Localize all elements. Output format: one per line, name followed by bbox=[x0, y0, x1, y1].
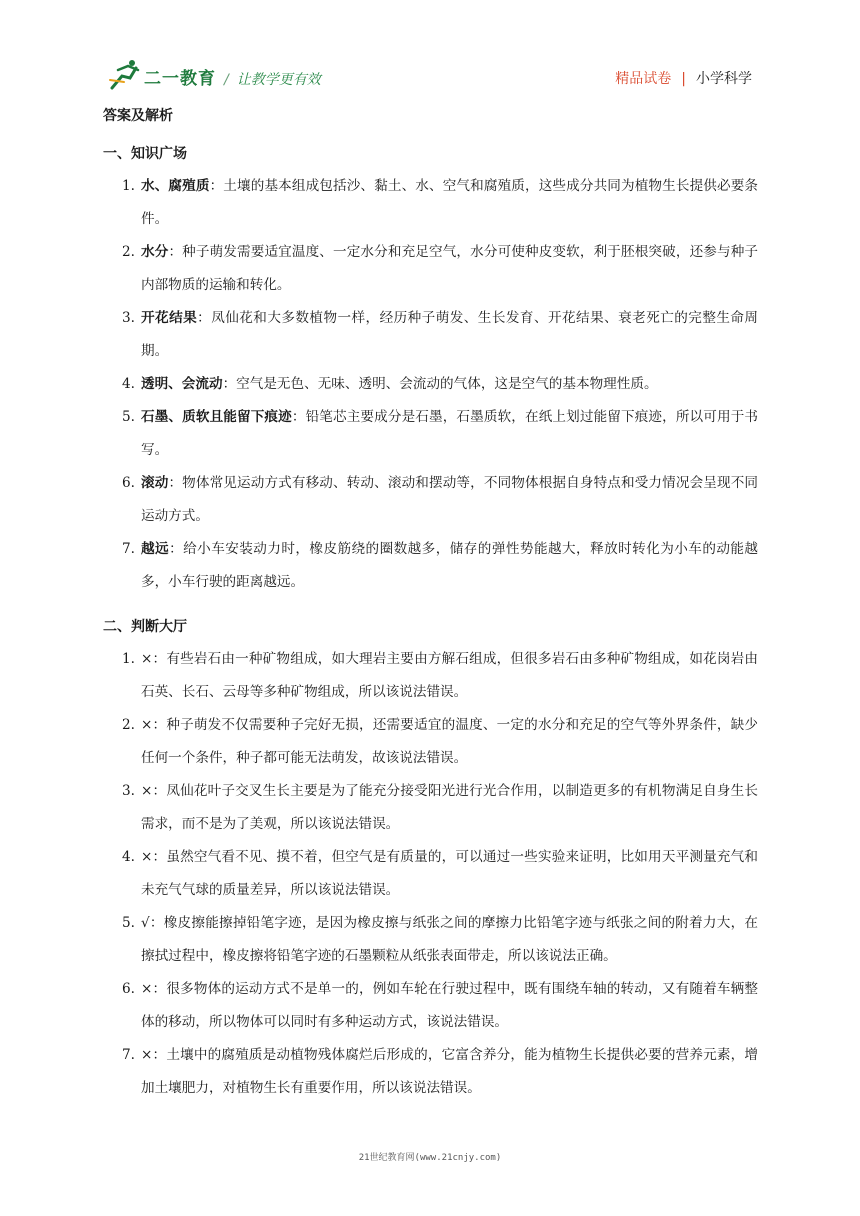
list-item bbox=[103, 973, 758, 1039]
item-number: 2. bbox=[122, 244, 135, 260]
document-body bbox=[103, 102, 758, 1105]
answer-term: 开花结果 bbox=[141, 310, 198, 326]
list-item bbox=[103, 368, 758, 401]
list-item bbox=[103, 841, 758, 907]
item-number: 7. bbox=[122, 1047, 135, 1063]
item-explanation: ×：很多物体的运动方式不是单一的，例如车轮在行驶过程中，既有围绕车轴的转动，又有随着车辆整体的移动，所以物体可以同时有多种运动方式，该说法错误。 bbox=[141, 981, 758, 1030]
term-separator: ： bbox=[291, 409, 306, 425]
answer-term: 滚动 bbox=[141, 475, 169, 491]
item-number: 4. bbox=[122, 376, 135, 392]
item-explanation: 铅笔芯主要成分是石墨，石墨质软，在纸上划过能留下痕迹，所以可用于书写。 bbox=[141, 409, 759, 458]
item-number: 3. bbox=[122, 783, 135, 799]
item-explanation: ×：虽然空气看不见、摸不着，但空气是有质量的，可以通过一些实验来证明，比如用天平测量充气和未充气气球的质量差异，所以该说法错误。 bbox=[141, 849, 758, 898]
item-explanation: 土壤的基本组成包括沙、黏土、水、空气和腐殖质，这些成分共同为植物生长提供必要条件。 bbox=[141, 178, 759, 227]
list-item bbox=[103, 236, 758, 302]
item-explanation: 空气是无色、无味、透明、会流动的气体，这是空气的基本物理性质。 bbox=[236, 376, 658, 392]
answer-term: 透明、会流动 bbox=[141, 376, 223, 392]
answer-term: 石墨、质软且能留下痕迹 bbox=[141, 409, 292, 425]
item-explanation: ×：有些岩石由一种矿物组成，如大理岩主要由方解石组成，但很多岩石由多种矿物组成，如花岗岩由石英、长石、云母等多种矿物组成，所以该说法错误。 bbox=[141, 651, 758, 700]
tag-subject: 小学科学 bbox=[696, 71, 752, 87]
term-separator: ： bbox=[222, 376, 237, 392]
term-separator: ： bbox=[197, 310, 212, 326]
list-item bbox=[103, 1039, 758, 1105]
item-explanation: ×：种子萌发不仅需要种子完好无损，还需要适宜的温度、一定的水分和充足的空气等外界条件，缺少任何一个条件，种子都可能无法萌发，故该说法错误。 bbox=[141, 717, 758, 766]
header-tags bbox=[615, 68, 752, 88]
tag-separator: | bbox=[681, 71, 686, 87]
item-number: 4. bbox=[122, 849, 135, 865]
list-item bbox=[103, 401, 758, 467]
section-heading: 二、判断大厅 bbox=[103, 619, 187, 635]
item-number: 3. bbox=[122, 310, 135, 326]
item-explanation: 种子萌发需要适宜温度、一定水分和充足空气，水分可使种皮变软，利于胚根突破，还参与种子内部物质的运输和转化。 bbox=[141, 244, 759, 293]
running-figure-icon bbox=[108, 58, 148, 92]
answer-term: 水分 bbox=[141, 244, 169, 260]
term-separator: ： bbox=[169, 541, 184, 557]
slogan-slash: / bbox=[224, 72, 229, 88]
page-title: 答案及解析 bbox=[103, 108, 173, 124]
answer-term: 水、腐殖质 bbox=[141, 178, 210, 194]
slogan-text: 让教学更有效 bbox=[236, 72, 321, 88]
term-separator: ： bbox=[168, 244, 183, 260]
list-item bbox=[103, 533, 758, 599]
item-number: 6. bbox=[122, 475, 135, 491]
list-item bbox=[103, 467, 758, 533]
item-number: 1. bbox=[122, 651, 135, 667]
list-item bbox=[103, 907, 758, 973]
list-item bbox=[103, 643, 758, 709]
logo bbox=[108, 58, 223, 92]
section-heading: 一、知识广场 bbox=[103, 146, 187, 162]
page-footer: 21世纪教育网(www.21cnjy.com) bbox=[358, 1153, 502, 1163]
item-explanation: √：橡皮擦能擦掉铅笔字迹，是因为橡皮擦与纸张之间的摩擦力比铅笔字迹与纸张之间的附着力大，在擦拭过程中，橡皮擦将铅笔字迹的石墨颗粒从纸张表面带走，所以该说法正确。 bbox=[141, 915, 758, 964]
answer-term: 越远 bbox=[141, 541, 170, 557]
item-number: 6. bbox=[122, 981, 135, 997]
item-number: 7. bbox=[122, 541, 135, 557]
item-number: 1. bbox=[122, 178, 135, 194]
slogan bbox=[224, 69, 321, 89]
item-number: 5. bbox=[122, 915, 135, 931]
page-header bbox=[0, 0, 860, 100]
logo-text: 二一教育 bbox=[144, 69, 216, 89]
item-number: 5. bbox=[122, 409, 135, 425]
sections-container bbox=[103, 144, 758, 1105]
list-item bbox=[103, 302, 758, 368]
term-separator: ： bbox=[168, 475, 183, 491]
list-item bbox=[103, 775, 758, 841]
list-item bbox=[103, 709, 758, 775]
item-explanation: 凤仙花和大多数植物一样，经历种子萌发、生长发育、开花结果、衰老死亡的完整生命周期。 bbox=[141, 310, 759, 359]
item-number: 2. bbox=[122, 717, 135, 733]
list-item bbox=[103, 170, 758, 236]
item-explanation: 物体常见运动方式有移动、转动、滚动和摆动等，不同物体根据自身特点和受力情况会呈现不同运动方式。 bbox=[141, 475, 759, 524]
term-separator: ： bbox=[209, 178, 224, 194]
item-explanation: ×：土壤中的腐殖质是动植物残体腐烂后形成的，它富含养分，能为植物生长提供必要的营养元素，增加土壤肥力，对植物生长有重要作用，所以该说法错误。 bbox=[141, 1047, 758, 1096]
item-explanation: 给小车安装动力时，橡皮筋绕的圈数越多，储存的弹性势能越大，释放时转化为小车的动能越多，小车行驶的距离越远。 bbox=[141, 541, 759, 590]
item-explanation: ×：凤仙花叶子交叉生长主要是为了能充分接受阳光进行光合作用，以制造更多的有机物满足自身生长需求，而不是为了美观，所以该说法错误。 bbox=[141, 783, 758, 832]
tag-premium-test: 精品试卷 bbox=[615, 71, 672, 87]
